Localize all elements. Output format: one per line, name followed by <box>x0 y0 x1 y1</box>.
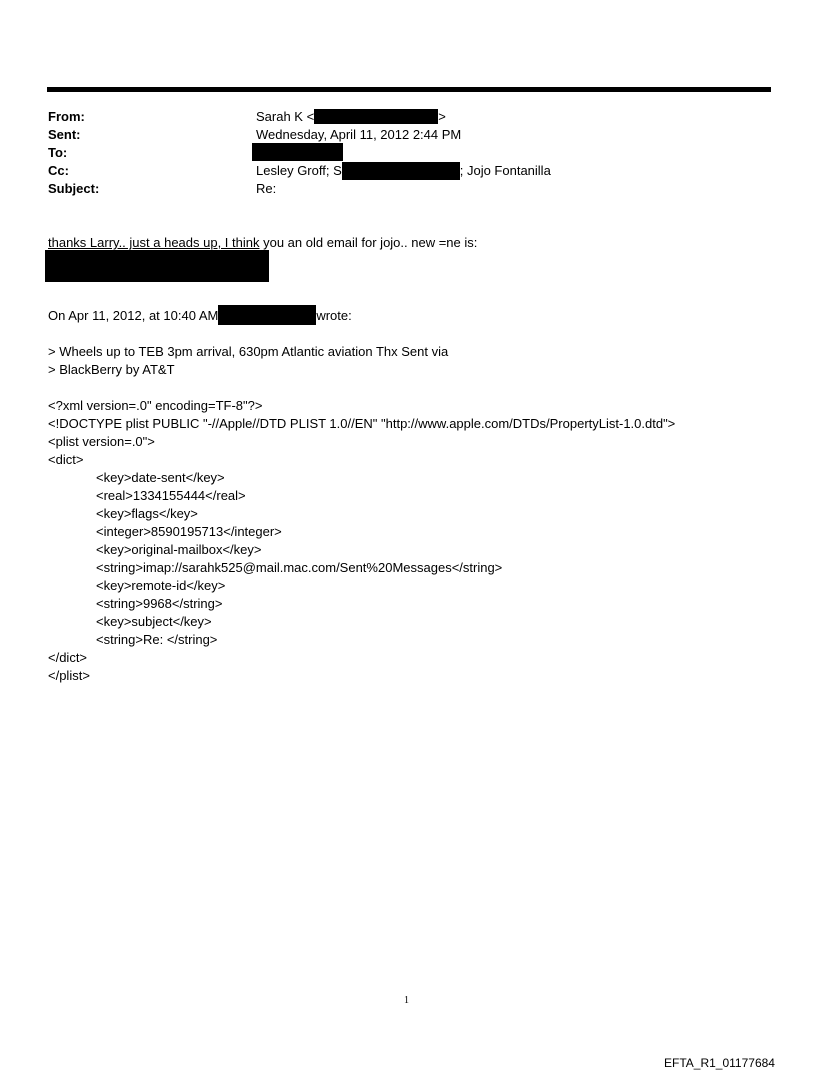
to-redaction <box>252 143 343 161</box>
plist-open: <plist version=.0"> <box>48 434 155 449</box>
dict-close: </dict> <box>48 650 88 665</box>
plist-entry: <key>date-sent</key> <box>96 470 225 485</box>
quote-intro <box>48 307 352 325</box>
plist-close: </plist> <box>48 668 90 683</box>
redaction-box <box>218 305 316 325</box>
xml-declaration: <?xml version=.0" encoding=TF-8"?> <box>48 398 263 413</box>
plist-entry: <string>Re: </string> <box>96 632 218 647</box>
plist-entry: <integer>8590195713</integer> <box>96 524 282 539</box>
subject-value: Re: <box>256 181 277 196</box>
plist-entry: <key>original-mailbox</key> <box>96 542 262 557</box>
plist-entry: <string>9968</string> <box>96 596 223 611</box>
cc-prefix: Lesley Groff; S <box>256 163 342 178</box>
from-prefix: Sarah K < <box>256 109 315 124</box>
message-text: you an old email for jojo.. new =ne is: <box>259 235 478 250</box>
quoted-line: > BlackBerry by AT&T <box>48 362 175 377</box>
cc-suffix: ; Jojo Fontanilla <box>459 163 551 178</box>
from-suffix: > <box>438 109 446 124</box>
sent-value: Wednesday, April 11, 2012 2:44 PM <box>256 127 462 142</box>
cc-value <box>256 162 551 180</box>
document-id: EFTA_R1_01177684 <box>664 1056 775 1070</box>
redaction-box <box>314 109 438 124</box>
header-rule <box>47 87 771 92</box>
quote-intro-suffix: wrote: <box>316 308 352 323</box>
redaction-box <box>342 162 460 180</box>
plist-entry: <key>remote-id</key> <box>96 578 226 593</box>
plist-entry: <key>subject</key> <box>96 614 212 629</box>
plist-entry: <string>imap://sarahk525@mail.mac.com/Sent%20Messages</string> <box>96 560 503 575</box>
sent-label: Sent: <box>48 127 81 142</box>
from-label: From: <box>48 109 85 124</box>
message-underlined-text: thanks Larry.. just a heads up, I think <box>48 235 260 250</box>
to-label: To: <box>48 145 68 160</box>
dict-open: <dict> <box>48 452 84 467</box>
from-value <box>256 108 446 126</box>
plist-entry: <key>flags</key> <box>96 506 198 521</box>
doctype-line: <!DOCTYPE plist PUBLIC "-//Apple//DTD PLIST 1.0//EN" "http://www.apple.com/DTDs/PropertyList-1.0.dtd"> <box>48 416 676 431</box>
page-number: 1 <box>404 995 409 1006</box>
plist-entry: <real>1334155444</real> <box>96 488 246 503</box>
quoted-line: > Wheels up to TEB 3pm arrival, 630pm Atlantic aviation Thx Sent via <box>48 344 449 359</box>
subject-label: Subject: <box>48 181 100 196</box>
email-redaction <box>45 250 269 282</box>
quote-intro-prefix: On Apr 11, 2012, at 10:40 AM <box>48 308 219 323</box>
cc-label: Cc: <box>48 163 69 178</box>
